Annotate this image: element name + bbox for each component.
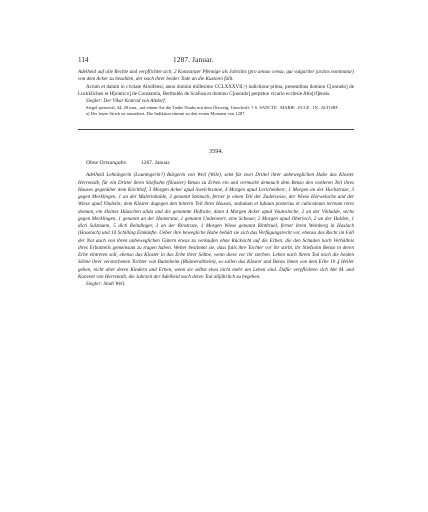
document-place: Ohne Ortsangabe.: [86, 160, 128, 167]
actum-clause: Actum et datum in civitate Altolfensi, anno domini millesimo CCLXXXVII,ᵃ) indictione prima, presentibus domino C[onrado] de Luckkilchen et H[einrico] de Constantia, Bertholdo de Scafusa et domino C[onrado] perpetuo vicario ecclesie Alto[rf]ensis.: [78, 83, 354, 97]
footnote: a) Der letzte Strich ist ausradiert. Die Indiktion stimmt zu den ersten Monaten von 1287.: [86, 111, 246, 117]
regest-text: Adelheid Lehningerin (Louningerin?) Bürgerin von Weil (Wile), setzt für zwei Drittel ihrer unbeweglichen Habe das Kloster Herrenalb, für ein Drittel ihren Stiefsohn (filiaster) Benzo zu Erben ein und vermacht demnach dem Benzo den vorderen Teil ihres Hauses gegenüber dem Kirchhof, 3 Morgen Acker apud Swelchrunne, 4 Morgen apud Lerichenberc, 1 Morgen an der Hochstraze, 3 gegen Merklingen, 1 an der Malerinhalde, 3 genannt Steinach, ferner je einen Teil der Zadelswise, der Wiese Horwelache und der Wiese apud Vindelin; dem Kloster dagegen den hintern Teil ihres Hauses, stabulum et lubium posterius et cubiculeum terreum retro domum, ein kleines Häuschen allda und die genannte Hofraite, dann 4 Morgen Acker apud Voutesloche, 2 an der Vinhalde, sechs gegen Merklingen, 1 genannt an der Hamerstat, 1 genannt Undenwert, eine Scheuer, 2 Morgen apud Oberloch, 2 an der Halden, 1 dicti Salzmann, 5 dicti Reindinger, 3 an der Rinstraze, 1 Morgen Wiese genannt Rintbruel, ferner ihren Weinberg in Haslach (Haselach) und 10 Schilling Einkünfte. Ueber ihre bewegliche Habe behält sie sich das Verfügungsrecht vor, ebenso das Recht im Fall der Not auch von ihren unbeweglichen Gütern etwas zu verkaufen ohne Rücksicht auf die Erben, die den Schaden nach Verhältnis ihres Erbanteils gemeinsam zu tragen haben. Weiter bestimmt sie, dass falls ihre Tochter vor ihr stirbt, ihr Stiefsohn Benzo in deren Erbe eintreten soll, ebenso das Kloster in das Erbe ihrer Söhne, wenn diese vor ihr sterben. Leben nach ihrem Tod noch die beiden Söhne ihrer verstorbenen Tochter von Butenheim (Rhümerabheim), so sollen das Kloster und Benzo ihnen von dem Erbe 10 ₰ Heller geben, nicht aber deren Kindern und Erben, wenn sie selbst etwa nicht mehr am Leben sind. Dafür verpflichten sich Abt M. und Konvent von Herrenalb, die Jahrzeit der Adelheid nach deren Tod alljährlich zu begehen.: [78, 172, 354, 280]
continuation-text: Adelheid auf alle Rechte und verpflichtet sich, 2 Konstanzer Pfennige als Jahrzins (pro annuo censu, qui vulgariter jarzins nominatur) von dem Acker zu bezahlen, der nach ihrer beider Tode an die Kustorei fällt.: [78, 69, 354, 83]
seal-description: Siegel spitzoval, 44, 28 mm., auf einem Ast die Taube Noahs mit dem Ölzweig; Umschrift: † S. SANCTE . MARIE . ECCE . IN . ALTORF .: [86, 105, 341, 111]
running-head: 1287. Januar.: [173, 56, 214, 64]
page-header: [78, 56, 354, 68]
document-date: 1287. Januar.: [140, 160, 171, 167]
page-number: 114: [78, 56, 89, 64]
previous-document-ending: [78, 69, 354, 117]
document-heading: [78, 160, 354, 166]
section-divider: [78, 129, 354, 130]
document-number: 3594.: [209, 148, 223, 156]
document-body: [78, 172, 354, 288]
sealer-line: Siegler: Der Vikar Konrad von Altdorf.: [86, 98, 166, 104]
document-sealer: Siegler: Stadt Weil.: [86, 281, 126, 288]
